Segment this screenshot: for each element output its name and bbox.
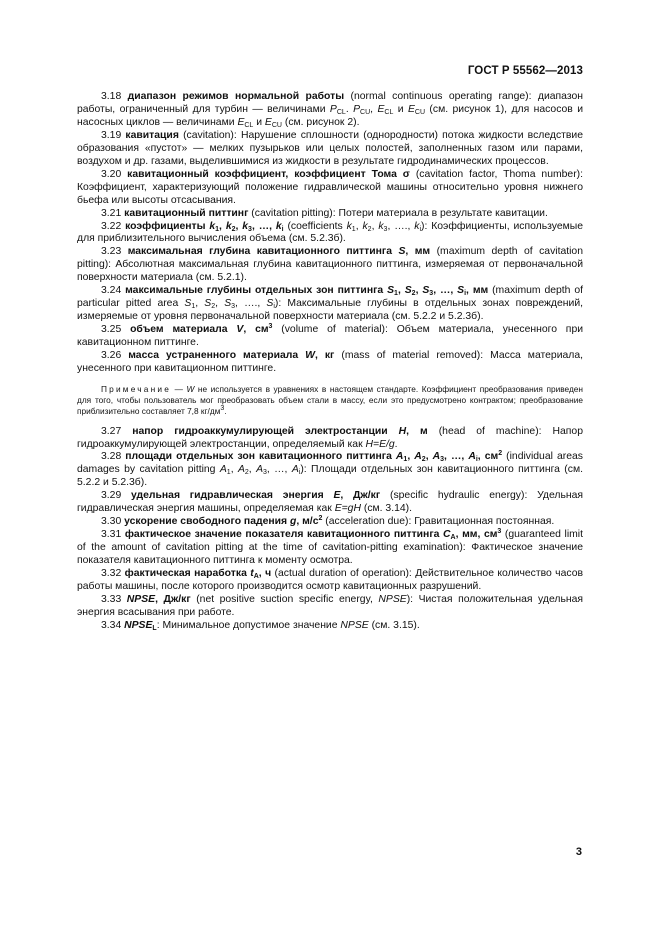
page-number: 3 [575,846,582,858]
term-3-26: 3.26 масса устраненного материала W, кг (mass of material removed): Масса материала, унесенного при кавитационном питтинге. [77,350,584,375]
term-3-19: 3.19 кавитация (cavitation): Нарушение сплошности (однородности) потока жидкости вследствие образования «пустот» — мелких пузырьков или целых полостей, заполненных газом или парами, воздухом и др. газами, выделившимися из жидкости в результате гидродинамических процессов. [77,129,584,167]
term-3-28: 3.28 площади отдельных зон кавитационного питтинга $A_1$, $A_2$, $A_3$, …, $A_i$, $см^2$ (individual areas damages by cavitation pitting $A_1$, $A_2$, $A_3$, …, $A_i$): Площади отдельных зон кавитационного питтинга (см. 5.2.2 и 5.2.3б). [77,450,583,489]
term-3-20: 3.20 кавитационный коэффициент, коэффициент Тома σ (cavitation factor, Thoma number): Коэффициент, характеризующий положение гидравлической машины относительно уровня нижнего бьефа или высоты отсасывания. [77,168,583,206]
term-3-29: 3.29 удельная гидравлическая энергия E, Дж/кг (specific hydraulic energy): Удельная гидравлическая энергия машины, определяемая как E=gH (см. 3.14). [77,490,584,515]
term-3-32: 3.32 фактическая наработка $t_A$, ч (actual duration of operation): Действительное количество часов работы машины, после которого производится осмотр кавитационных разрушений. [77,568,583,593]
document-code-header: ГОСТ Р 55562—2013 [467,65,583,77]
term-3-34: 3.34 $NPSE_L$: Минимальное допустимое значение NPSE (см. 3.15). [101,619,420,632]
term-3-33: 3.33 NPSE, Дж/кг (net positive suction specific energy, NPSE): Чистая положительная удельная энергия всасывания при работе. [77,593,584,618]
term-3-23: 3.23 максимальная глубина кавитационного питтинга S, мм (maximum depth of cavitation pitting): Абсолютная максимальная глубина кавитационного питтинга, измеряемая от первоначальной поверхности материала (см. 5.2.1). [77,246,583,284]
document-body [77,91,583,633]
term-3-31: 3.31 фактическое значение показателя кавитационного питтинга $C_A$, мм, $см^3$ (guaranteed limit of the amount of cavitation pitting at the time of cavitation-pitting examination): Фактическое значение показателя кавитационного питтинга к моменту осмотра. [77,528,583,567]
term-3-25: 3.25 объем материала V, $см^3$ (volume of material): Объем материала, унесенного при кавитационном питтинге. [77,323,584,349]
term-3-22: 3.22 коэффициенты $k_1$, $k_2$, $k_3$, …, $k_i$ (coefficients $k_1$, $k_2$, $k_3$, …., $k_i$): Коэффициенты, используемые для приблизительного вычисления объема (см. 5.2.3б). [77,220,584,245]
term-3-21: 3.21 кавитационный питтинг (cavitation pitting): Потери материала в результате кавитации. [101,207,548,219]
term-3-30: 3.30 ускорение свободного падения g, $м/с^2$ (acceleration due): Гравитационная постоянная. [101,515,555,528]
term-3-27: 3.27 напор гидроаккумулирующей электростанции H, м (head of machine): Напор гидроаккумулирующей электростанции, определяемый как H=E/g. [77,425,583,450]
term-3-24: 3.24 максимальные глубины отдельных зон питтинга $S_1$, $S_2$, $S_3$, …, $S_i$, мм (maximum depth of particular pitted area $S_1$, $S_2$, $S_3$, …., $S_i$): Максимальные глубины в отдельных зонах повреждений, измеряемые от уровня первоначальной поверхности материала (см. 5.2.2 и 5.2.3б). [77,285,584,323]
note-paragraph: Примечание — W не используется в уравнениях в настоящем стандарте. Коэффициент преобразования приведен для того, чтобы пользователь мог преобразовать объем стали в массу, если это предусмотрено контрактом; преобразование приблизительно составляет 7,8 $кг/дм^3$. [77,383,583,417]
term-3-18: 3.18 диапазон режимов нормальной работы (normal continuous operating range): диапазон работы, ограниченный для турбин — величинами $P_{CL}$. $P_{CU}$, $E_{CL}$ и $E_{CU}$ (см. рисунок 1), для насосов и насосных циклов — величинами $E_{CL}$ и $E_{CU}$ (см. рисунок 2). [77,91,584,129]
